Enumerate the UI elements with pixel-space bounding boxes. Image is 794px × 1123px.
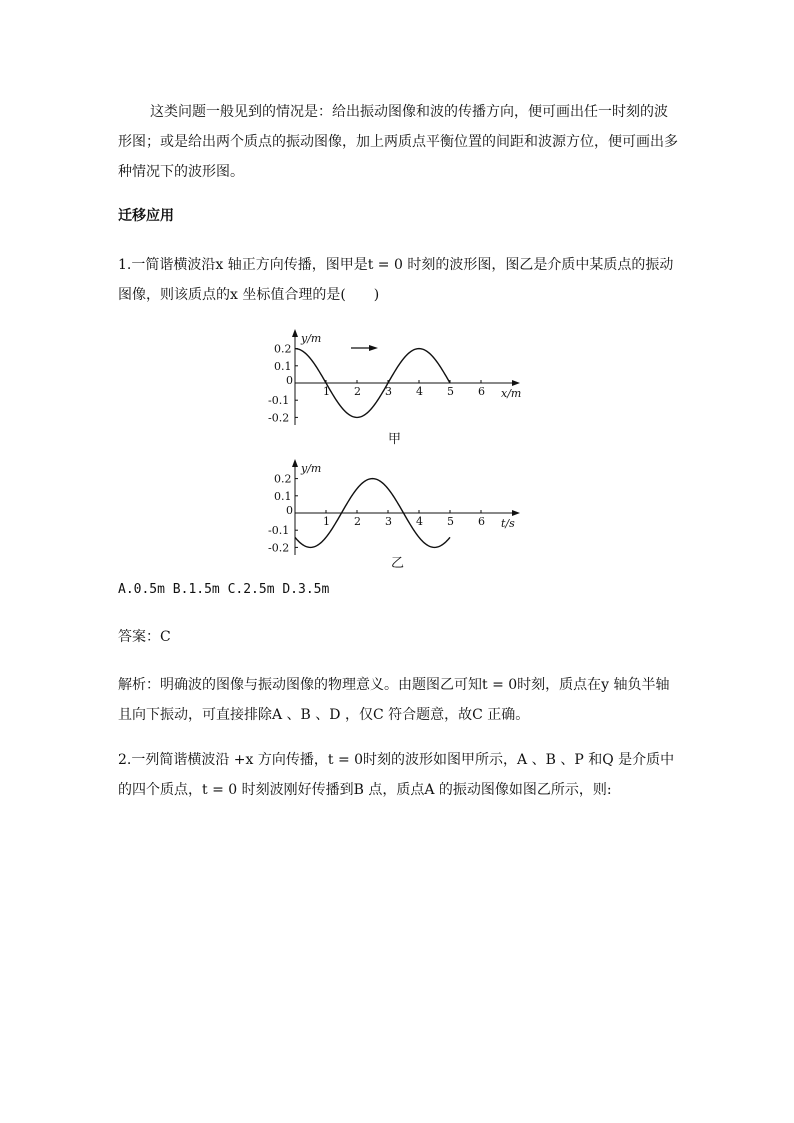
intro-paragraph: 这类问题一般见到的情况是：给出振动图像和波的传播方向，便可画出任一时刻的波形图；或是给出两个质点的振动图像，加上两质点平衡位置的间距和波源方位，便可画出多种情况下的波形图。 (118, 104, 678, 180)
origin-label: 0 (286, 374, 293, 387)
x-tick-label: 2 (354, 515, 361, 528)
x-axis-arrow (512, 380, 520, 386)
wave-graph-jia (265, 328, 535, 428)
figure-jia-caption: 甲 (388, 432, 402, 447)
answer-line: 答案：C (118, 629, 171, 645)
y-axis-arrow (292, 459, 298, 467)
x-tick-label: 3 (385, 515, 392, 528)
figure-yi-caption: 乙 (391, 556, 405, 571)
y-tick-label: -0.2 (268, 541, 290, 555)
x-tick-label: 5 (447, 385, 454, 398)
explanation-paragraph: 解析：明确波的图像与振动图像的物理意义。由题图乙可知t = 0时刻，质点在y 轴负半轴且向下振动，可直接排除A 、B 、D ，仅C 符合题意，故C 正确。 (118, 677, 670, 723)
y-tick-label: 0.1 (274, 359, 292, 373)
x-tick-label: 3 (385, 385, 392, 398)
x-axis-label: x/m (501, 387, 522, 400)
y-tick-label: 0.2 (274, 472, 292, 486)
x-tick-label: 2 (354, 385, 361, 398)
y-tick-label: 0.2 (274, 342, 292, 356)
x-tick-label: 6 (478, 385, 485, 398)
y-tick-label: 0.1 (274, 489, 292, 503)
x-tick-label: 4 (416, 515, 423, 528)
x-tick-label: 5 (447, 515, 454, 528)
section-heading: 迁移应用 (118, 208, 174, 224)
vibration-graph-axes (292, 459, 520, 555)
direction-arrow-icon (351, 345, 378, 351)
y-axis-label: y/m (301, 332, 322, 345)
x-axis-label: t/s (501, 517, 515, 530)
x-axis-arrow (512, 510, 520, 516)
y-tick-label: -0.2 (268, 411, 290, 425)
y-axis-label: y/m (301, 462, 322, 475)
y-tick-label: -0.1 (268, 524, 290, 538)
wave-graph-axes (292, 329, 521, 425)
answer-options: A.0.5m B.1.5m C.2.5m D.3.5m (118, 582, 330, 597)
origin-label: 0 (286, 504, 293, 517)
y-axis-arrow (292, 329, 298, 337)
question-1-text: 1.一简谐横波沿x 轴正方向传播，图甲是t = 0 时刻的波形图，图乙是介质中某质点的振动图像，则该质点的x 坐标值合理的是( ) (118, 257, 674, 303)
x-tick-label: 6 (478, 515, 485, 528)
y-tick-label: -0.1 (268, 394, 290, 408)
question-2-text: 2.一列简谐横波沿 +x 方向传播，t = 0时刻的波形如图甲所示，A 、B 、P 和Q 是介质中的四个质点，t = 0 时刻波刚好传播到B 点，质点A 的振动图像如图乙所示，则: (118, 752, 675, 798)
vibration-graph-yi (265, 458, 535, 558)
x-tick-label: 1 (323, 385, 330, 398)
x-tick-label: 1 (323, 515, 330, 528)
x-tick-label: 4 (416, 385, 423, 398)
